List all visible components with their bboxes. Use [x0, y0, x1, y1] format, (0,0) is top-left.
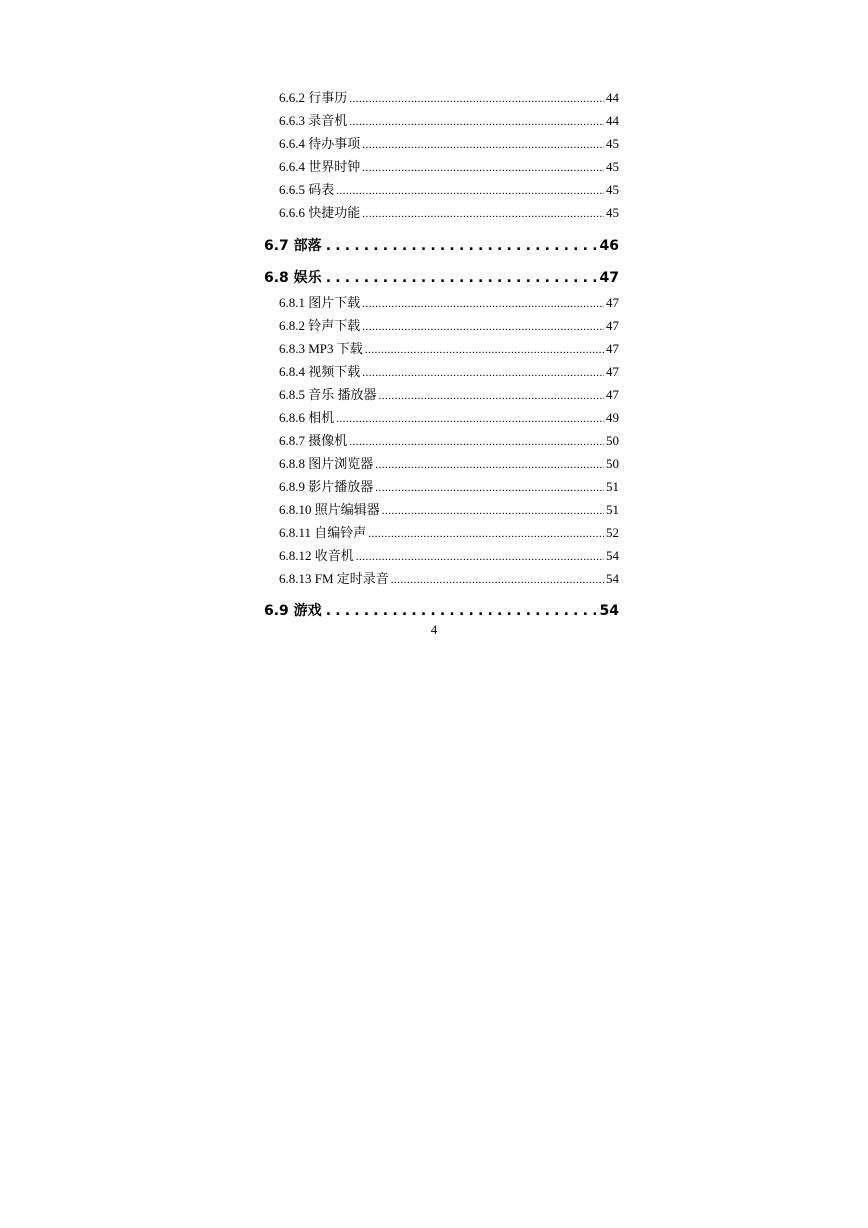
dot-leader: [362, 293, 604, 316]
toc-entry-label: 6.8.1 图片下载: [279, 295, 361, 310]
dot-leader: [375, 477, 604, 500]
toc-entry[interactable]: [264, 178, 619, 201]
toc-entry-page: 45: [606, 136, 619, 151]
toc-entry-page: 44: [606, 90, 619, 105]
dot-leader: [326, 233, 596, 259]
dot-leader: [356, 546, 604, 569]
toc-entry[interactable]: [264, 132, 619, 155]
toc-entry-label: 6.6.2 行事历: [279, 90, 348, 105]
toc-entry-label: 6.8.5 音乐 播放器: [279, 387, 377, 402]
toc-entry[interactable]: [264, 567, 619, 590]
toc-entry-page: 45: [606, 159, 619, 174]
toc-entry-page: 47: [606, 295, 619, 310]
toc-entry-page: 45: [606, 182, 619, 197]
toc-entry-label: 6.8.8 图片浏览器: [279, 456, 374, 471]
toc-entry-label: 6.8.9 影片播放器: [279, 479, 374, 494]
dot-leader: [326, 598, 596, 624]
toc-entry-label: 6.6.3 录音机: [279, 113, 348, 128]
dot-leader: [336, 408, 604, 431]
toc-entry-label: 6.8.12 收音机: [279, 548, 354, 563]
toc-entry-page: 47: [606, 341, 619, 356]
toc-entry[interactable]: [264, 109, 619, 132]
toc-entry[interactable]: [264, 291, 619, 314]
dot-leader: [349, 88, 604, 111]
toc-entry-label: 6.8.13 FM 定时录音: [279, 571, 389, 586]
toc-entry[interactable]: [264, 360, 619, 383]
toc-section-page: 47: [599, 270, 619, 286]
toc-section-label: 6.9 游戏: [264, 603, 322, 619]
toc-entry[interactable]: [264, 86, 619, 109]
table-of-contents: [264, 86, 619, 624]
toc-group-entertainment: [264, 291, 619, 590]
toc-entry-page: 47: [606, 364, 619, 379]
toc-entry-page: 54: [606, 548, 619, 563]
dot-leader: [362, 134, 604, 157]
toc-entry-label: 6.6.6 快捷功能: [279, 205, 361, 220]
toc-entry-label: 6.8.6 相机: [279, 410, 335, 425]
toc-entry-label: 6.6.4 世界时钟: [279, 159, 361, 174]
toc-group-calendar-tools: [264, 86, 619, 224]
toc-entry-page: 51: [606, 502, 619, 517]
toc-entry-page: 50: [606, 433, 619, 448]
toc-entry[interactable]: [264, 521, 619, 544]
toc-entry[interactable]: [264, 314, 619, 337]
toc-entry[interactable]: [264, 544, 619, 567]
toc-entry-page: 44: [606, 113, 619, 128]
dot-leader: [362, 203, 604, 226]
toc-entry[interactable]: [264, 201, 619, 224]
toc-entry[interactable]: [264, 429, 619, 452]
dot-leader: [326, 265, 596, 291]
dot-leader: [379, 385, 604, 408]
toc-entry-label: 6.8.2 铃声下载: [279, 318, 361, 333]
dot-leader: [368, 523, 604, 546]
toc-entry-page: 50: [606, 456, 619, 471]
dot-leader: [382, 500, 604, 523]
toc-section-page: 54: [599, 603, 619, 619]
dot-leader: [362, 362, 604, 385]
toc-entry[interactable]: [264, 452, 619, 475]
toc-entry-label: 6.8.4 视频下载: [279, 364, 361, 379]
dot-leader: [365, 339, 604, 362]
toc-entry[interactable]: [264, 406, 619, 429]
toc-entry-page: 47: [606, 387, 619, 402]
toc-entry-page: 54: [606, 571, 619, 586]
dot-leader: [362, 316, 604, 339]
toc-entry[interactable]: [264, 475, 619, 498]
dot-leader: [349, 431, 604, 454]
toc-section-label: 6.8 娱乐: [264, 270, 322, 286]
page-number: 4: [430, 622, 438, 637]
toc-entry-label: 6.8.7 摄像机: [279, 433, 348, 448]
toc-entry[interactable]: [264, 498, 619, 521]
toc-entry-page: 52: [606, 525, 619, 540]
dot-leader: [391, 569, 604, 592]
dot-leader: [349, 111, 604, 134]
toc-entry-label: 6.8.11 自编铃声: [279, 525, 367, 540]
toc-entry[interactable]: [264, 383, 619, 406]
toc-entry-page: 49: [606, 410, 619, 425]
toc-section-label: 6.7 部落: [264, 238, 322, 254]
toc-entry-page: 45: [606, 205, 619, 220]
toc-section-games[interactable]: [264, 598, 619, 624]
toc-entry-page: 47: [606, 318, 619, 333]
dot-leader: [336, 180, 604, 203]
toc-entry-label: 6.6.5 码表: [279, 182, 335, 197]
toc-entry-label: 6.8.10 照片编辑器: [279, 502, 380, 517]
dot-leader: [362, 157, 604, 180]
toc-entry-page: 51: [606, 479, 619, 494]
toc-section-page: 46: [599, 238, 619, 254]
toc-section-tribe[interactable]: [264, 233, 619, 259]
toc-entry[interactable]: [264, 155, 619, 178]
toc-entry[interactable]: [264, 337, 619, 360]
dot-leader: [375, 454, 604, 477]
toc-section-entertainment[interactable]: [264, 265, 619, 291]
toc-entry-label: 6.8.3 MP3 下载: [279, 341, 363, 356]
toc-entry-label: 6.6.4 待办事项: [279, 136, 361, 151]
